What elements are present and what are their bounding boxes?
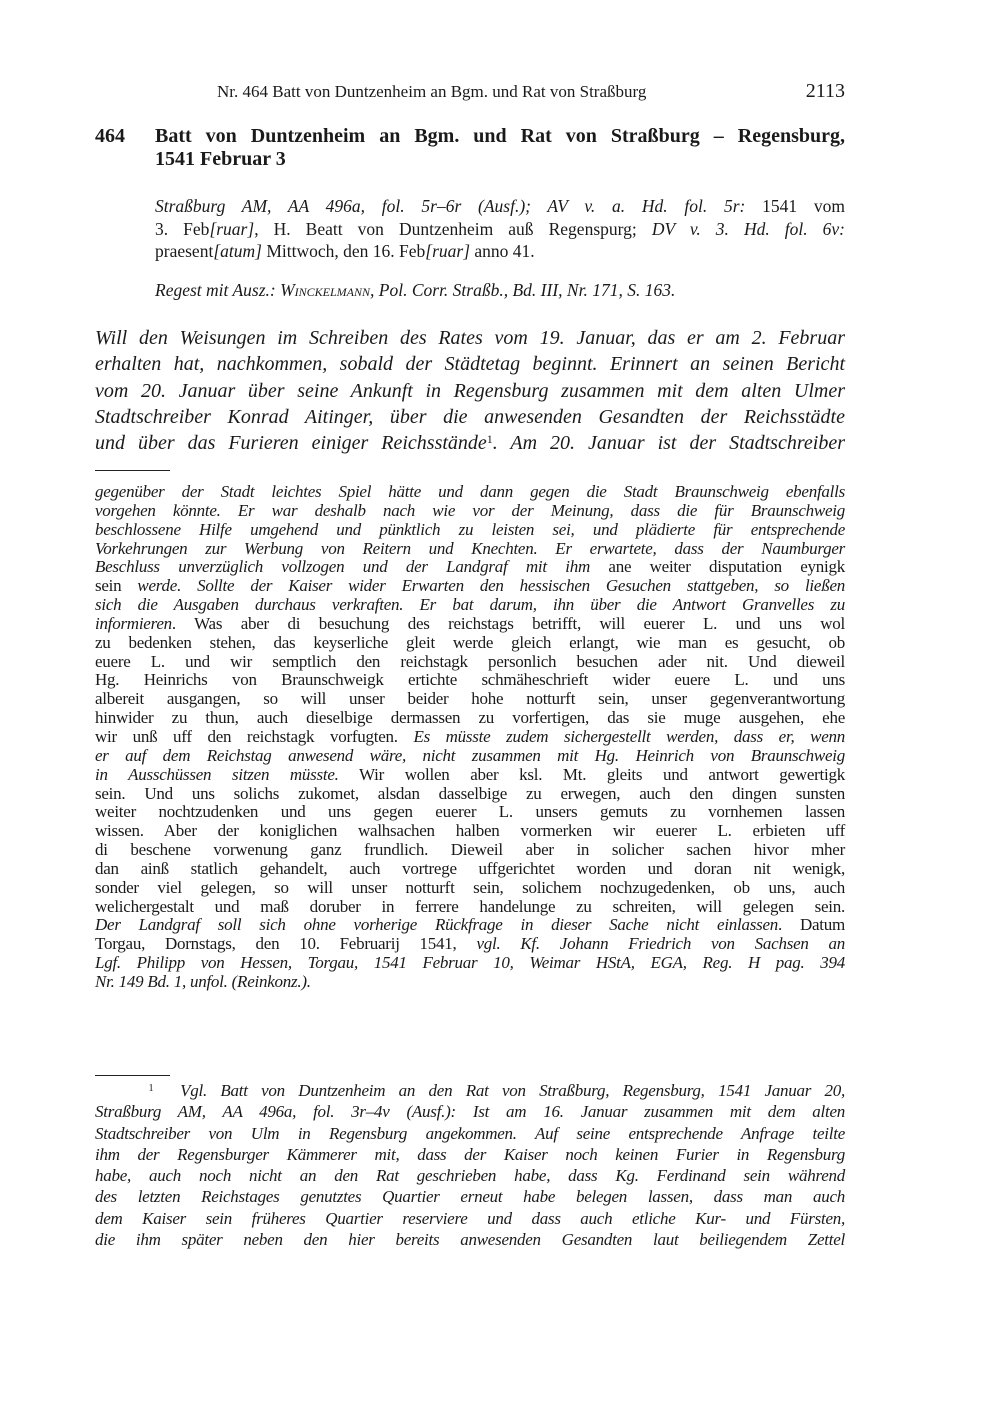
apparatus-line: [95, 747, 845, 766]
apparatus-divider: [95, 470, 170, 471]
source-text: praesent: [155, 241, 214, 261]
apparatus-text: albereit ausgangen, so will unser beider hohe notturft sein, unser gegenverantwortung: [95, 689, 845, 709]
footnote-text: Stadtschreiber von Ulm in Regensburg angekommen. Auf seine entsprechende Anfrage teilte: [95, 1123, 845, 1143]
summary-text: erhalten hat, nachkommen, sobald der Städtetag beginnt. Erinnert an seinen Bericht: [95, 353, 845, 376]
apparatus-line: [95, 558, 845, 577]
apparatus-text: Nr. 149 Bd. 1, unfol. (Reinkonz.).: [95, 971, 311, 991]
apparatus-text: hinwider zu thun, auch dieselbige dermassen zu vorfertigen, das sie muge ausgehen, ehe: [95, 708, 845, 728]
footnote-text: Straßburg AM, AA 496a, fol. 3r–4v (Ausf.): Ist am 16. Januar zusammen mit dem alten: [95, 1102, 845, 1122]
apparatus-text: Torgau, Dornstags, den 10. Februarij 1541,: [95, 934, 477, 954]
apparatus-line: [95, 690, 845, 709]
regest-line: [155, 279, 845, 301]
apparatus-text: sein: [95, 576, 138, 596]
apparatus-text: [95, 483, 845, 992]
regest-text: Regest mit Ausz.:: [155, 280, 281, 300]
apparatus-line: [95, 916, 845, 935]
apparatus-text: Beschluss unverzüglich vollzogen und der Landgraf mit ihm: [95, 557, 590, 577]
apparatus-text: di beschene vorwenung ganz frundlich. Dieweil aber in solicher sachen hivor mher: [95, 840, 845, 860]
footnote-1: [95, 1080, 845, 1250]
apparatus-text: werde. Sollte der Kaiser wider Erwarten den hessischen Gesuchen stattgeben, so ließen: [137, 576, 845, 596]
source-line: [155, 218, 845, 241]
apparatus-text: . Was aber di besuchung des reichstags betrifft, will euerer L. und uns wol: [171, 613, 845, 633]
summary-line: [95, 325, 845, 351]
summary-text: und über das Furieren einiger Reichsstände: [95, 432, 487, 455]
running-header: [95, 80, 845, 106]
apparatus-line: [95, 841, 845, 860]
apparatus-text: er auf dem Reichstag anwesend wäre, nicht zusammen mit Hg. Heinrich von Braunschweig: [95, 745, 845, 765]
apparatus-text: wissen. Aber der koniglichen walhsachen halben vormerken wir euerer L. erbieten uff: [95, 821, 845, 841]
footnote-text: [95, 1081, 149, 1100]
footnote-text: die ihm später neben den hier bereits anwesenden Gesandten laut beiliegendem Zettel: [95, 1230, 845, 1250]
apparatus-text: gegenüber der Stadt leichtes Spiel hätte und dann gegen die Stadt Braunschweig ebenfalls: [95, 482, 845, 501]
footnote-line: [95, 1144, 845, 1165]
apparatus-line: [95, 671, 845, 690]
summary-text: Stadtschreiber Konrad Aitinger, über die anwesenden Gesandten der Reichsstädte: [95, 405, 845, 428]
source-line: [155, 240, 845, 263]
footnote-text: habe, auch noch nicht an den Rat geschrieben habe, dass Kg. Ferdinand sein während: [95, 1166, 845, 1186]
source-note: [155, 195, 845, 263]
summary-line: [95, 351, 845, 377]
apparatus-text: euere L. und wir semptlich den reichstagk personlich besuchen ader nit. Und dieweil: [95, 651, 845, 671]
apparatus-line: [95, 822, 845, 841]
apparatus-text: sein. Und uns solichs zukomet, alsdan dasselbige zu erwegen, auch den dingen sunsten: [95, 783, 845, 803]
apparatus-line: [95, 577, 845, 596]
apparatus-line: [95, 709, 845, 728]
source-text: anno 41.: [470, 241, 535, 261]
footnote-line: [95, 1165, 845, 1186]
footnote-text: ihm der Regensburger Kämmerer mit, dass der Kaiser noch keinen Furier in Regensburg: [95, 1144, 845, 1164]
apparatus-line: [95, 653, 845, 672]
summary-line: [95, 404, 845, 430]
apparatus-line: [95, 860, 845, 879]
apparatus-line: [95, 615, 845, 634]
summary-paragraph: [95, 325, 845, 456]
apparatus-text: informieren: [95, 613, 172, 633]
entry-number: 464: [95, 125, 125, 147]
footnote-line: [95, 1186, 845, 1207]
summary-text: . Am 20. Januar ist der Stadtschreiber: [492, 432, 845, 455]
source-text: 3. Feb: [155, 218, 210, 239]
apparatus-text: sonder viel gelegen, so will unser notturft sein, solichem nochzugedenken, ob uns, auch: [95, 877, 845, 897]
apparatus-line: [95, 483, 845, 502]
source-text: Straßburg AM, AA 496a, fol. 5r–6r (Ausf.); AV v. a. Hd. fol. 5r:: [155, 196, 746, 216]
footnote-line: [95, 1229, 845, 1250]
apparatus-line: [95, 954, 845, 973]
apparatus-line: [95, 973, 845, 992]
apparatus-text: Lgf. Philipp von Hessen, Torgau, 1541 Februar 10, Weimar HStA, EGA, Reg. H pag. 394: [95, 953, 845, 973]
apparatus-text: Wir wollen aber ksl. Mt. gleits und antwort gewertigk: [338, 764, 845, 784]
footnote-line: [95, 1101, 845, 1122]
page-number: 2113: [805, 80, 845, 102]
summary-line: [95, 378, 845, 404]
apparatus-line: [95, 803, 845, 822]
apparatus-text: dan ainß statlich gehandelt, auch vortrege uffgerichtet worden und doran nit wenigk,: [95, 858, 845, 878]
apparatus-text: in Ausschüssen sitzen müsste.: [95, 764, 339, 784]
footnote-line: [95, 1208, 845, 1229]
source-line: [155, 195, 845, 218]
entry-title-line: 1541 Februar 3: [155, 148, 286, 170]
apparatus-line: [95, 766, 845, 785]
footnote-marker: 1: [486, 432, 493, 447]
footnote-line: [95, 1080, 845, 1101]
apparatus-line: [95, 521, 845, 540]
apparatus-line: [95, 540, 845, 559]
apparatus-text: Der Landgraf soll sich ohne vorherige Rückfrage in dieser Sache nicht einlassen: [95, 915, 779, 935]
apparatus-line: [95, 785, 845, 804]
apparatus-text: vorgehen könnte. Er war deshalb nach wie vor der Meinung, dass die für Braunschweig: [95, 500, 845, 520]
apparatus-text: . Datum: [778, 915, 845, 935]
apparatus-line: [95, 728, 845, 747]
source-text: Mittwoch, den 16. Feb: [261, 241, 426, 261]
regest-text: Winckelmann: [280, 280, 371, 300]
apparatus-line: [95, 879, 845, 898]
footnote-text: dem Kaiser sein früheres Quartier reserviere und dass auch etliche Kur- und Fürsten,: [95, 1208, 845, 1228]
footnote-divider: [95, 1075, 170, 1076]
source-text: [ruar]: [209, 218, 255, 239]
source-text: [atum]: [213, 241, 262, 261]
entry-title-line: Batt von Duntzenheim an Bgm. und Rat von Straßburg – Regensburg,: [155, 125, 845, 147]
summary-text: Will den Weisungen im Schreiben des Rates vom 19. Januar, das er am 2. Februar: [95, 327, 845, 349]
entry-title: [155, 125, 845, 171]
source-text: DV v. 3. Hd. fol. 6v:: [651, 218, 846, 239]
summary-line: [95, 430, 845, 456]
apparatus-line: [95, 596, 845, 615]
regest-note: [155, 279, 845, 301]
apparatus-text: weiter nochtzudenken und uns gegen euerer L. unsers gemuts zu vornhemen lassen: [95, 802, 845, 822]
apparatus-text: vgl. Kf. Johann Friedrich von Sachsen an: [476, 934, 845, 954]
footnote-text: Vgl. Batt von Duntzenheim an den Rat von Straßburg, Regensburg, 1541 Januar 20,: [153, 1081, 845, 1100]
apparatus-text: Es müsste zudem sichergestellt werden, dass er, wenn: [413, 726, 845, 746]
regest-text: , Pol. Corr. Straßb., Bd. III, Nr. 171, S. 163.: [370, 280, 676, 300]
apparatus-text: Hg. Heinrichs von Braunschweigk ertichte schmäheschrieft wider euere L. und uns: [95, 670, 845, 690]
footnote-text: des letzten Reichstages genutztes Quartier erneut habe belegen lassen, dass man auch: [95, 1187, 845, 1207]
apparatus-text: ane weiter disputation eynigk: [590, 557, 845, 577]
source-text: [ruar]: [425, 241, 471, 261]
apparatus-line: [95, 898, 845, 917]
footnote-marker: 1: [148, 1082, 154, 1094]
apparatus-text: wir unß uff den reichstagk vorfugten.: [95, 726, 414, 746]
apparatus-text: zu bedenken stehen, das keyserliche gleit werde gleich erlangt, wie man es gesucht, ob: [95, 632, 845, 652]
source-text: , H. Beatt von Duntzenheim auß Regenspurg;: [254, 218, 652, 239]
footnote-line: [95, 1123, 845, 1144]
apparatus-line: [95, 634, 845, 653]
apparatus-text: Vorkehrungen zur Werbung von Reitern und Knechten. Er erwartete, dass der Naumburger: [95, 538, 845, 558]
apparatus-line: [95, 935, 845, 954]
apparatus-text: welichergestalt und maß doruber in ferrere handelunge zu schreiten, will gelegen sein.: [95, 896, 845, 916]
summary-text: vom 20. Januar über seine Ankunft in Regensburg zusammen mit dem alten Ulmer: [95, 379, 845, 402]
apparatus-text: beschlossene Hilfe umgehend und pünktlich zu leisten sei, und plädierte für entsprechende: [95, 519, 845, 539]
apparatus-text: sich die Ausgaben durchaus verkraften. Er bat darum, ihn über die Antwort Granvelles zu: [95, 595, 845, 615]
apparatus-line: [95, 502, 845, 521]
running-title: Nr. 464 Batt von Duntzenheim an Bgm. und Rat von Straßburg: [217, 82, 647, 101]
source-text: 1541 vom: [745, 196, 845, 216]
